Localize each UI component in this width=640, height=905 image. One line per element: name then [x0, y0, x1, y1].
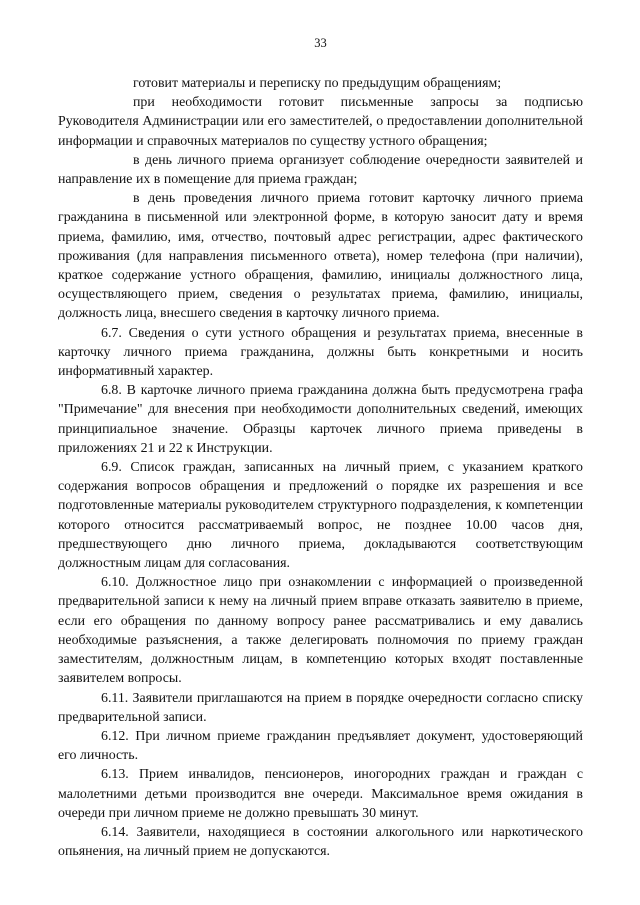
- paragraph-6-10: 6.10. Должностное лицо при ознакомлении с информацией о произведенной предварительной записи к нему на личный прием вправе отказать заявителю в приеме, если его обращения по данному вопросу ранее рассматривались и ему давались необходимые разъяснения, а также делегировать полномочия по приему граждан заместителям, должностным лицам, в компетенцию которых входят поставленные заявителем вопросы.: [58, 575, 583, 687]
- paragraph-6-9: 6.9. Список граждан, записанных на личный прием, с указанием краткого содержания вопросов обращения и предложений о порядке их разрешения и все подготовленные материалы руководителем структурного подразделения, к компетенции которого относится рассматриваемый вопрос, не позднее 10.00 часов дня, предшествующего дню личного приема, докладываются соответствующим должностным лицам для согласования.: [58, 460, 583, 572]
- paragraph-6-12: 6.12. При личном приеме гражданин предъявляет документ, удостоверяющий его личность.: [58, 728, 583, 764]
- paragraph-reception-card: в день проведения личного приема готовит карточку личного приема гражданина в письменной или электронной форме, в которую заносит дату и время приема, фамилию, имя, отчество, почтовый адрес регистрации, адрес фактического проживания (для направления письменного ответа), номер телефона (при наличии), краткое содержание устного обращения, фамилию, инициалы должностного лица, осуществляющего прием, сведения о результатах приема, фамилию, инициалы, должность лица, внесшего сведения в карточку личного приема.: [58, 191, 583, 322]
- paragraph-6-11: 6.11. Заявители приглашаются на прием в порядке очередности согласно списку предварительной записи.: [58, 690, 583, 725]
- paragraph-6-13: 6.13. Прием инвалидов, пенсионеров, иногородних граждан и граждан с малолетними детьми производится вне очереди. Максимальное время ожидания в очереди при личном приеме не должно превышать 30 минут.: [58, 767, 583, 821]
- paragraph-6-14: 6.14. Заявители, находящиеся в состоянии алкогольного или наркотического опьянения, на личный прием не допускаются.: [58, 824, 583, 860]
- document-body: [58, 74, 583, 861]
- paragraph-materials: готовит материалы и переписку по предыдущим обращениям;: [133, 76, 502, 91]
- paragraph-order-of-applicants: в день личного приема организует соблюдение очередности заявителей и направление их в помещение для приема граждан;: [58, 152, 583, 188]
- paragraph-6-8: 6.8. В карточке личного приема гражданина должна быть предусмотрена графа "Примечание" для внесения при необходимости дополнительных сведений, имеющих принципиальное значение. Образцы карточек личного приема приведены в приложениях 21 и 22 к Инструкции.: [58, 383, 583, 456]
- paragraph-written-requests: при необходимости готовит письменные запросы за подписью Руководителя Администрации или его заместителей, о предоставлении дополнительной информации и справочных материалов по существу устного обращения;: [58, 95, 583, 149]
- page-number: 33: [314, 36, 327, 50]
- paragraph-6-7: 6.7. Сведения о сути устного обращения и результатах приема, внесенные в карточку личного приема гражданина, должны быть конкретными и носить информативный характер.: [58, 325, 583, 380]
